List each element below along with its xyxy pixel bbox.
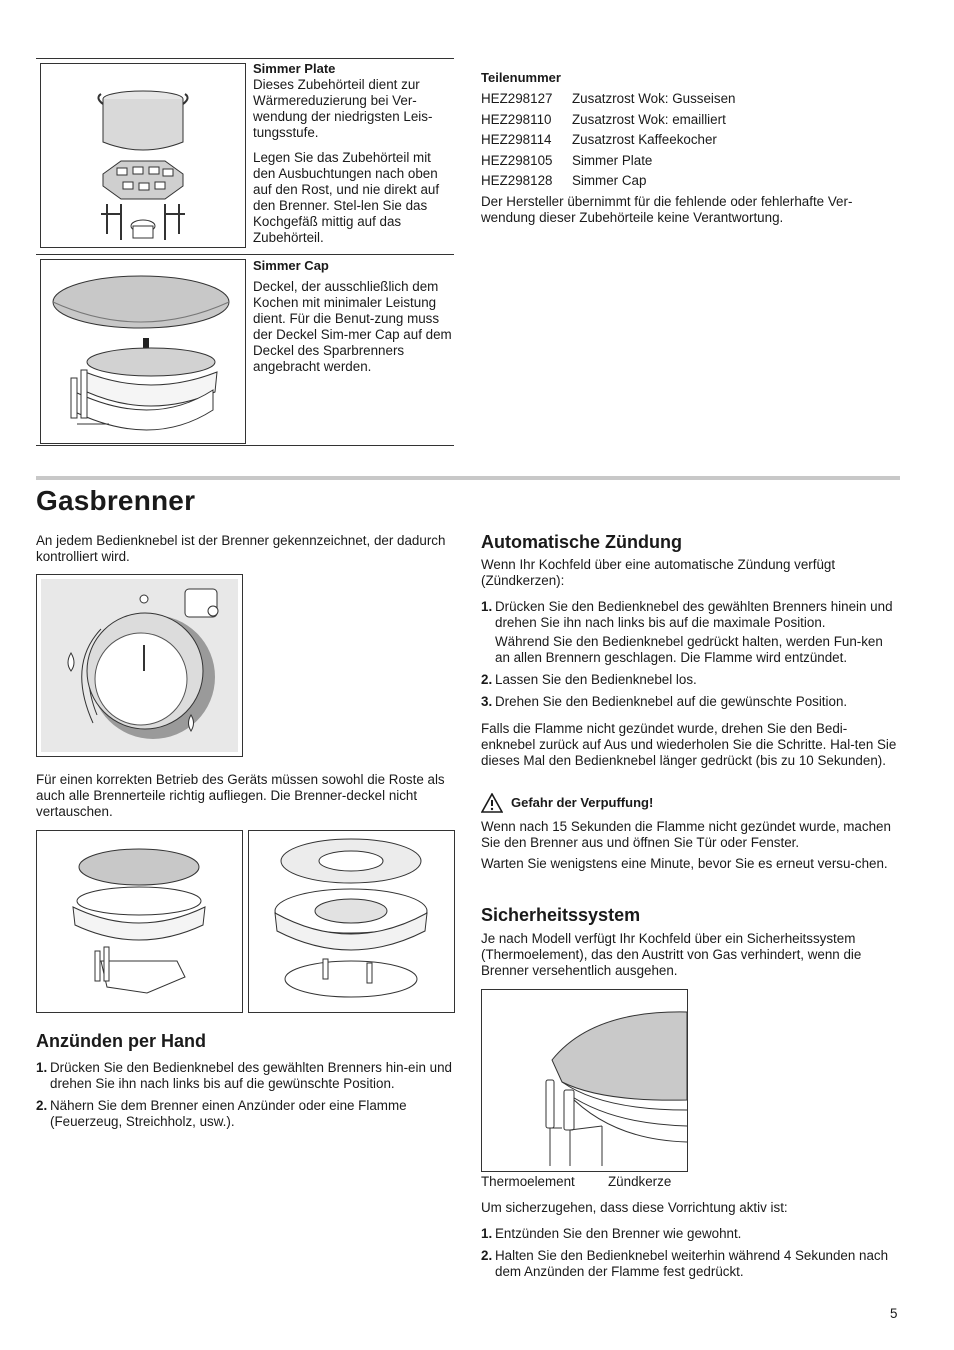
parts-title: Teilenummer [481, 70, 561, 85]
parts-row [481, 132, 901, 148]
manual-ignition-steps [36, 1060, 452, 1136]
parts-row [481, 112, 901, 128]
section-rule [36, 476, 900, 480]
auto-ignition-intro: Wenn Ihr Kochfeld über eine automatische Zündung verfügt (Zündkerzen): [481, 557, 836, 588]
warning-title: Gefahr der Verpuffung! [511, 795, 654, 810]
warning-wait-text: Warten Sie wenigstens eine Minute, bevor Sie es erneut versu-chen. [481, 856, 888, 871]
part-number: HEZ298128 [481, 173, 553, 189]
simmer-plate-illustration [40, 63, 246, 248]
list-item-note: Während Sie den Bedienknebel gedrückt halten, werden Fun-ken an allen Brennern geschlagen. Die Flamme wird entzündet. [495, 634, 883, 665]
part-name: Simmer Cap [572, 173, 647, 189]
parts-row [481, 91, 901, 107]
auto-ignition-steps [481, 599, 901, 716]
safety-title: Sicherheitssystem [481, 905, 641, 925]
control-knob-illustration [36, 574, 243, 757]
auto-ignition-retry: Falls die Flamme nicht gezündet wurde, drehen Sie den Bedi-enknebel zurück auf Aus und wiederholen Sie die Schritte. Hal-ten Sie dieses Mal den Bedienknebel länger gedrückt (bis zu 10 Sekunden). [481, 721, 897, 768]
simmer-cap-illustration [40, 259, 246, 444]
part-number: HEZ298114 [481, 132, 552, 148]
list-item: 3. Drehen Sie den Bedienknebel auf die gewünschte Position. [481, 694, 848, 709]
parts-list [481, 70, 901, 226]
part-number: HEZ298110 [481, 111, 552, 127]
parts-disclaimer: Der Hersteller übernimmt für die fehlende oder fehlerhafte Ver-wendung dieser Zubehörteile keine Verantwortung. [481, 193, 853, 225]
list-item: 2. Halten Sie den Bedienknebel weiterhin während 4 Sekunden nach dem Anzünden der Flamme fest gedrückt. [481, 1248, 889, 1279]
simmer-plate-title: Simmer Plate [253, 61, 336, 76]
label-zuendkerze: Zündkerze [608, 1174, 672, 1189]
part-name: Zusatzrost Wok: Gusseisen [572, 91, 736, 106]
gasbrenner-fit-note: Für einen korrekten Betrieb des Geräts müssen sowohl die Roste als auch alle Brennerteile richtig aufliegen. Die Brenner-deckel nicht vertauschen. [36, 772, 445, 819]
simmer-plate-instructions: Legen Sie das Zubehörteil mit den Ausbuchtungen nach oben auf den Rost, und nie direkt auf den Brenner. Stel-len Sie das Kochgefäß mittig auf das Zubehörteil. [253, 150, 440, 245]
part-number: HEZ298105 [481, 152, 553, 168]
simmer-cap-caption [253, 258, 453, 384]
simmer-plate-caption [253, 61, 453, 255]
part-name: Zusatzrost Kaffeekocher [572, 132, 717, 148]
simmer-cap-description: Deckel, der ausschließlich dem Kochen mit minimaler Leistung dient. Für die Benut-zung muss der Deckel Sim-mer Cap auf dem Deckel des Sparbrenners angebracht werden. [253, 279, 452, 374]
list-item: 1. Drücken Sie den Bedienknebel des gewählten Brenners hinein und drehen Sie ihn nach links bis auf die maximale Position. Während Sie den Bedienknebel gedrückt halten, werden Fun-ken an allen Brennern geschlagen. Die Flamme wird entzündet. [481, 599, 901, 666]
safety-check-intro: Um sicherzugehen, dass diese Vorrichtung aktiv ist: [481, 1200, 788, 1215]
part-number: HEZ298127 [481, 91, 553, 106]
list-item: 1. Entzünden Sie den Brenner wie gewohnt. [481, 1226, 742, 1241]
part-name: Simmer Plate [572, 152, 653, 168]
table-bottom-rule [36, 445, 454, 446]
safety-steps [481, 1226, 901, 1286]
warning-heading [481, 793, 653, 813]
warning-triangle-icon [481, 793, 503, 813]
thermocouple-illustration [481, 989, 688, 1172]
section-title: Gasbrenner [36, 485, 196, 516]
list-item: 2. Lassen Sie den Bedienknebel los. [481, 672, 697, 687]
manual-ignition-title: Anzünden per Hand [36, 1031, 206, 1051]
parts-row [481, 153, 901, 169]
burner-assembly-small-illustration [36, 830, 243, 1013]
safety-intro: Je nach Modell verfügt Ihr Kochfeld über ein Sicherheitssystem (Thermoelement), das den Austritt von Gas verhindert, wenn die Brenner versehentlich ausgehen. [481, 931, 862, 978]
list-item: 2. Nähern Sie dem Brenner einen Anzünder oder eine Flamme (Feuerzeug, Streichholz, usw.). [36, 1098, 407, 1129]
gasbrenner-intro: An jedem Bedienknebel ist der Brenner gekennzeichnet, der dadurch kontrolliert wird. [36, 533, 446, 564]
page-number: 5 [890, 1306, 898, 1321]
burner-assembly-large-illustration [248, 830, 455, 1013]
parts-row [481, 173, 901, 189]
table-top-rule [36, 58, 454, 59]
auto-ignition-title: Automatische Zündung [481, 532, 682, 552]
label-thermoelement: Thermoelement [481, 1174, 575, 1189]
simmer-plate-description: Dieses Zubehörteil dient zur Wärmereduzierung bei Ver-wendung der niedrigsten Leis-tungsstufe. [253, 77, 433, 140]
simmer-cap-title: Simmer Cap [253, 258, 329, 273]
part-name: Zusatzrost Wok: emailliert [572, 111, 726, 127]
warning-text: Wenn nach 15 Sekunden die Flamme nicht gezündet wurde, machen Sie den Brenner aus und öffnen Sie Tür oder Fenster. [481, 819, 891, 850]
list-item: 1. Drücken Sie den Bedienknebel des gewählten Brenners hin-ein und drehen Sie ihn nach links bis auf die gewünschte Position. [36, 1060, 452, 1091]
table-row-rule [36, 254, 454, 255]
